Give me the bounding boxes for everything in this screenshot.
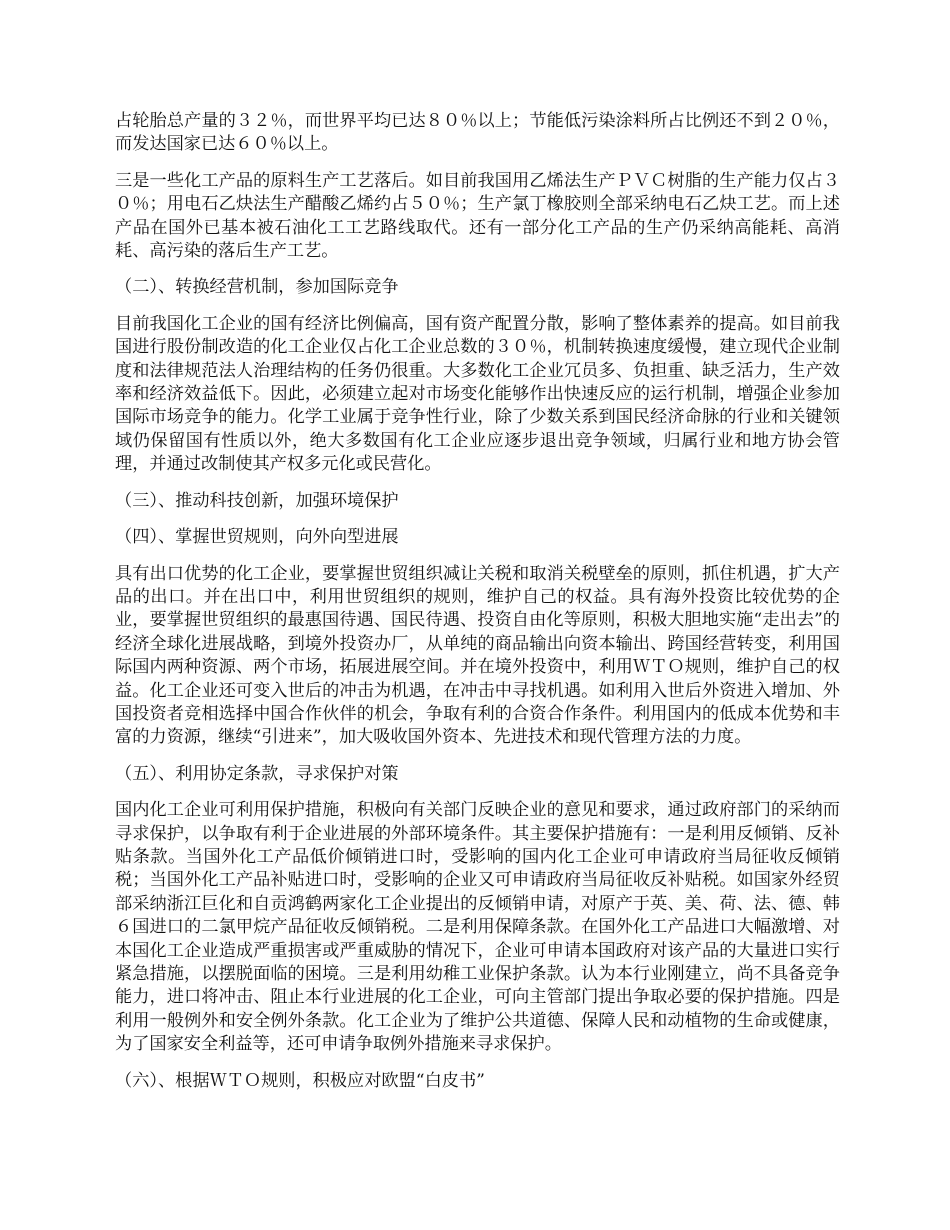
paragraph-tire-coatings: 占轮胎总产量的３２％，而世界平均已达８０％以上；节能低污染涂料所占比例还不到２０％，而发达国家已达６０％以上。 (115, 111, 840, 155)
section-heading-4: （四）、掌握世贸规则，向外向型进展 (115, 527, 399, 548)
paragraph-raw-material-process: 三是一些化工产品的原料生产工艺落后。如目前我国用乙烯法生产ＰＶＣ树脂的生产能力仅占３０％；用电石乙炔法生产醋酸乙烯约占５０％；生产氯丁橡胶则全部采纳电石乙炔工艺。而上述产品在国外已基本被石油化工工艺路线取代。还有一部分化工产品的生产仍采纳高能耗、高消耗、高污染的落后生产工艺。 (115, 170, 840, 262)
section-heading-2: （二）、转换经营机制，参加国际竞争 (115, 277, 399, 298)
paragraph-protection-measures: 国内化工企业可利用保护措施，积极向有关部门反映企业的意见和要求，通过政府部门的采纳而寻求保护，以争取有利于企业进展的外部环境条件。其主要保护措施有：一是利用反倾销、反补贴条款。当国外化工产品低价倾销进口时，受影响的国内化工企业可申请政府当局征收反倾销税；当国外化工产品补贴进口时，受影响的企业又可申请政府当局征收反补贴税。如国家外经贸部采纳浙江巨化和自贡鸿鹤两家化工企业提出的反倾销申请，对原产于英、美、荷、法、德、韩６国进口的二氯甲烷产品征收反倾销税。二是利用保障条款。在国外化工产品进口大幅激增、对本国化工企业造成严重损害或严重威胁的情况下，企业可申请本国政府对该产品的大量进口实行紧急措施，以摆脱面临的困境。三是利用幼稚工业保护条款。认为本行业刚建立，尚不具备竞争能力，进口将冲击、阻止本行业进展的化工企业，可向主管部门提出争取必要的保护措施。四是利用一般例外和安全例外条款。化工企业为了维护公共道德、保障人民和动植物的生命或健康，为了国家安全利益等，还可申请争取例外措施来寻求保护。 (115, 800, 840, 1055)
paragraph-operating-mechanism: 目前我国化工企业的国有经济比例偏高，国有资产配置分散，影响了整体素养的提高。如目前我国进行股份制改造的化工企业仅占化工企业总数的３０％，机制转换速度缓慢，建立现代企业制度和法律规范法人治理结构的任务仍很重。大多数化工企业冗员多、负担重、缺乏活力，生产效率和经济效益低下。因此，必须建立起对市场变化能够作出快速反应的运行机制，增强企业参加国际市场竞争的能力。化学工业属于竞争性行业，除了少数关系到国民经济命脉的行业和关键领域仍保留国有性质以外，绝大多数国有化工企业应逐步退出竞争领域，归属行业和地方协会管理，并通过改制使其产权多元化或民营化。 (115, 313, 840, 475)
paragraph-wto-rules-export: 具有出口优势的化工企业，要掌握世贸组织减让关税和取消关税壁垒的原则，抓住机遇，扩大产品的出口。并在出口中，利用世贸组织的规则，维护自己的权益。具有海外投资比较优势的企业，要掌握世贸组织的最惠国待遇、国民待遇、投资自由化等原则，积极大胆地实施“走出去”的经济全球化进展战略，到境外投资办厂，从单纯的商品输出向资本输出、跨国经营转变，利用国际国内两种资源、两个市场，拓展进展空间。并在境外投资中，利用ＷＴＯ规则，维护自己的权益。化工企业还可变入世后的冲击为机遇，在冲击中寻找机遇。如利用入世后外资进入增加、外国投资者竞相选择中国合作伙伴的机会，争取有利的合资合作条件。利用国内的低成本优势和丰富的力资源，继续“引进来”，加大吸收国外资本、先进技术和现代管理方法的力度。 (115, 563, 840, 748)
section-heading-6: （六）、根据ＷＴＯ规则，积极应对欧盟“白皮书” (115, 1070, 485, 1091)
section-heading-3: （三）、推动科技创新，加强环境保护 (115, 490, 399, 511)
document-page (115, 110, 840, 1106)
section-heading-5: （五）、利用协定条款，寻求保护对策 (115, 763, 399, 784)
